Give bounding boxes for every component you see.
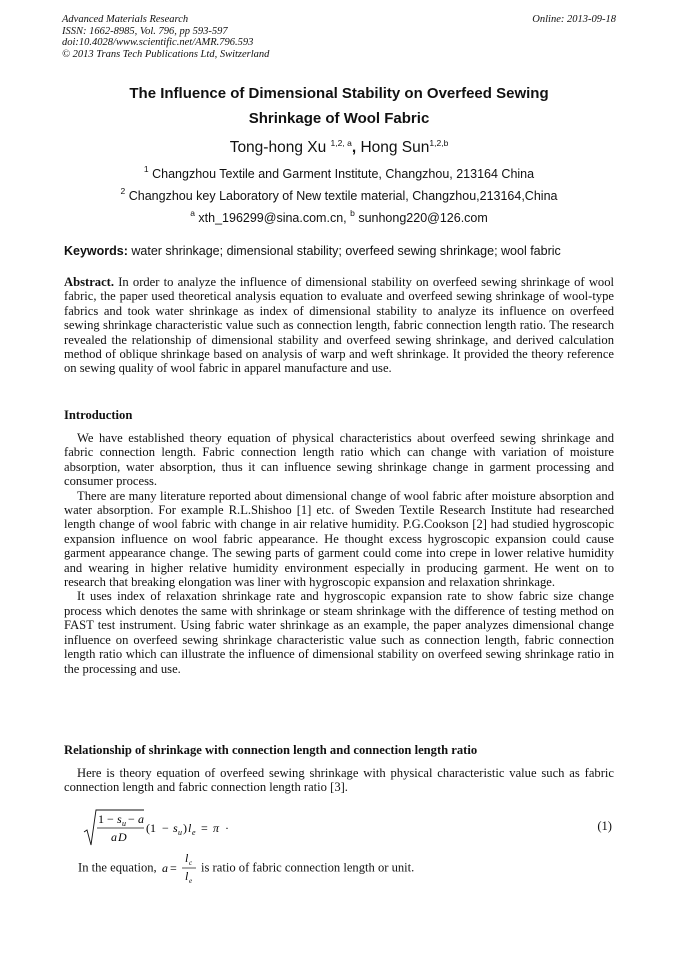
affiliation-1-text: Changzhou Textile and Garment Institute, Changzhou, 213164 China (152, 167, 535, 181)
section-2-heading: Relationship of shrinkage with connection length and connection length ratio (64, 743, 478, 757)
email-a-marker: a (190, 208, 195, 218)
copyright-line: © 2013 Trans Tech Publications Ltd, Switzerland (62, 48, 270, 60)
author-2-affil: 1,2,b (429, 138, 449, 148)
abstract-text: In order to analyze the influence of dimensional stability on overfeed sewing shrinkage of wool fabric, the paper used theoretical analysis equation to evaluate and overfeed sewing shrinkage of wool-type fabrics and took water shrinkage as index of dimensional stability to analyze its influence on overfeed sewing shrinkage characteristic value such as connection length, fabric connection length ratio. The research revealed the relationship of dimensional stability and overfeed sewing shrinkage, and derived calculation method of oblique shrinkage based on analysis of warp and weft shrinkage. It provided the theory reference on sewing quality of wool fabric in apparel manufacture and use. (64, 275, 615, 376)
journal-header (62, 14, 616, 60)
eq-sub-u-2: u (178, 828, 182, 837)
inline-eq-den-sub: e (188, 877, 192, 885)
eq-paren-close: ) (183, 821, 187, 835)
eq-num-one: 1 (98, 812, 104, 826)
eq-minus-1: − (107, 812, 114, 826)
eq-pi: π (213, 821, 220, 835)
eq-sub-e: e (192, 828, 196, 837)
eq-s: s (117, 812, 122, 826)
author-2: Hong Sun (360, 139, 430, 156)
email-b: sunhong220@126.com (358, 211, 488, 225)
eq-dot: · (225, 821, 229, 835)
author-list (62, 138, 616, 157)
inline-eq-a: a (161, 861, 168, 875)
inline-eq-equals: = (169, 861, 177, 875)
intro-paragraph-2: There are many literature reported about dimensional change of wool fabric after moisture absorption and water absorption. For example R.L.Shishoo [1] etc. of Sweden Textile Research Institute had researched length change of wool fabric with change in air relative humidity. P.G.Cookson [2] had studied hygroscopic expansion influence on wool fabric appearance. He thought excess hygroscopic expansion could cause garment appearance change. The sewing parts of garment could come into crepe in lower relative humidity and wearing in higher relative humidity environment especially in producing garment. He went on to research that breaking elongation was liner with hygroscopic expansion and relaxation shrinkage. (64, 488, 614, 590)
intro-paragraph-3: It uses index of relaxation shrinkage rate and hygroscopic expansion rate to show fabric size change process which denotes the same with shrinkage or steam shrinkage with the difference of testing method on FAST test instrument. Using fabric water shrinkage as an example, the paper analyzes dimensional change influence on overfeed sewing shrinkage characteristic value such as connection length, fabric connection length ratio which can illustrate the influence of dimensional stability on overfeed sewing shrinkage ratio in the processing and use. (64, 589, 614, 676)
eq-s-2: s (173, 821, 178, 835)
author-1-affil: 1,2, a (330, 138, 352, 148)
section-2-body (64, 766, 614, 795)
journal-name: Advanced Materials Research (62, 14, 189, 25)
introduction-heading: Introduction (64, 408, 133, 422)
keywords (64, 244, 616, 258)
inline-eq-formula (160, 851, 198, 885)
affiliation-2-number: 2 (120, 186, 126, 196)
section-2-paragraph-1: Here is theory equation of overfeed sewing shrinkage with physical characteristic value such as fabric connection length and fabric connection length ratio [3]. (64, 766, 614, 795)
affiliation-1 (62, 164, 616, 181)
inline-eq-num-l: l (184, 851, 189, 865)
affiliation-2-text: Changzhou key Laboratory of New textile material, Changzhou,213164,China (128, 189, 558, 203)
abstract-label: Abstract. (64, 275, 115, 289)
abstract (64, 275, 614, 376)
inline-eq-den-l: l (184, 869, 189, 883)
email-b-marker: b (350, 208, 355, 218)
inline-equation-sentence (78, 851, 414, 885)
title-line-1: The Influence of Dimensional Stability on Overfeed Sewing (129, 85, 549, 102)
issn-line: ISSN: 1662-8985, Vol. 796, pp 593-597 (62, 25, 228, 37)
email-a: xth_196299@sina.com.cn, (198, 211, 347, 225)
eq-sub-u-1: u (122, 819, 126, 828)
equation-1-formula (82, 808, 322, 848)
keywords-text: water shrinkage; dimensional stability; overfeed sewing shrinkage; wool fabric (131, 244, 561, 258)
author-1: Tong-hong Xu (229, 139, 327, 156)
equation-1-number: (1) (597, 819, 612, 833)
eq-den-a: a (111, 830, 117, 844)
intro-paragraph-1: We have established theory equation of physical characteristics about overfeed sewing shrinkage and fabric connection length. Fabric connection length ratio which can change with variation of moisture absorption, water absorption, thus it can influence sewing shrinkage change in garment processing and consumer process. (64, 431, 614, 489)
eq-a: a (138, 812, 144, 826)
eq-paren-open: (1 (146, 821, 156, 835)
eq-equals: = (201, 821, 208, 835)
eq-minus-2: − (128, 812, 135, 826)
inline-eq-suffix: is ratio of fabric connection length or unit. (201, 860, 415, 875)
paper-title (62, 81, 616, 131)
eq-minus-3: − (162, 821, 169, 835)
inline-eq-prefix: In the equation, (78, 860, 157, 875)
equation-1 (64, 808, 614, 848)
email-line (62, 208, 616, 225)
eq-den-D: D (118, 830, 127, 844)
introduction-body (64, 431, 614, 676)
affiliation-2 (62, 186, 616, 203)
title-line-2: Shrinkage of Wool Fabric (248, 110, 430, 127)
inline-eq-num-sub: c (188, 859, 192, 867)
eq-l: l (188, 821, 192, 835)
author-separator: , (351, 139, 357, 156)
keywords-label: Keywords: (64, 244, 128, 258)
doi-line: doi:10.4028/www.scientific.net/AMR.796.593 (62, 37, 254, 49)
affiliation-1-number: 1 (143, 164, 149, 174)
online-date: Online: 2013-09-18 (532, 14, 616, 25)
